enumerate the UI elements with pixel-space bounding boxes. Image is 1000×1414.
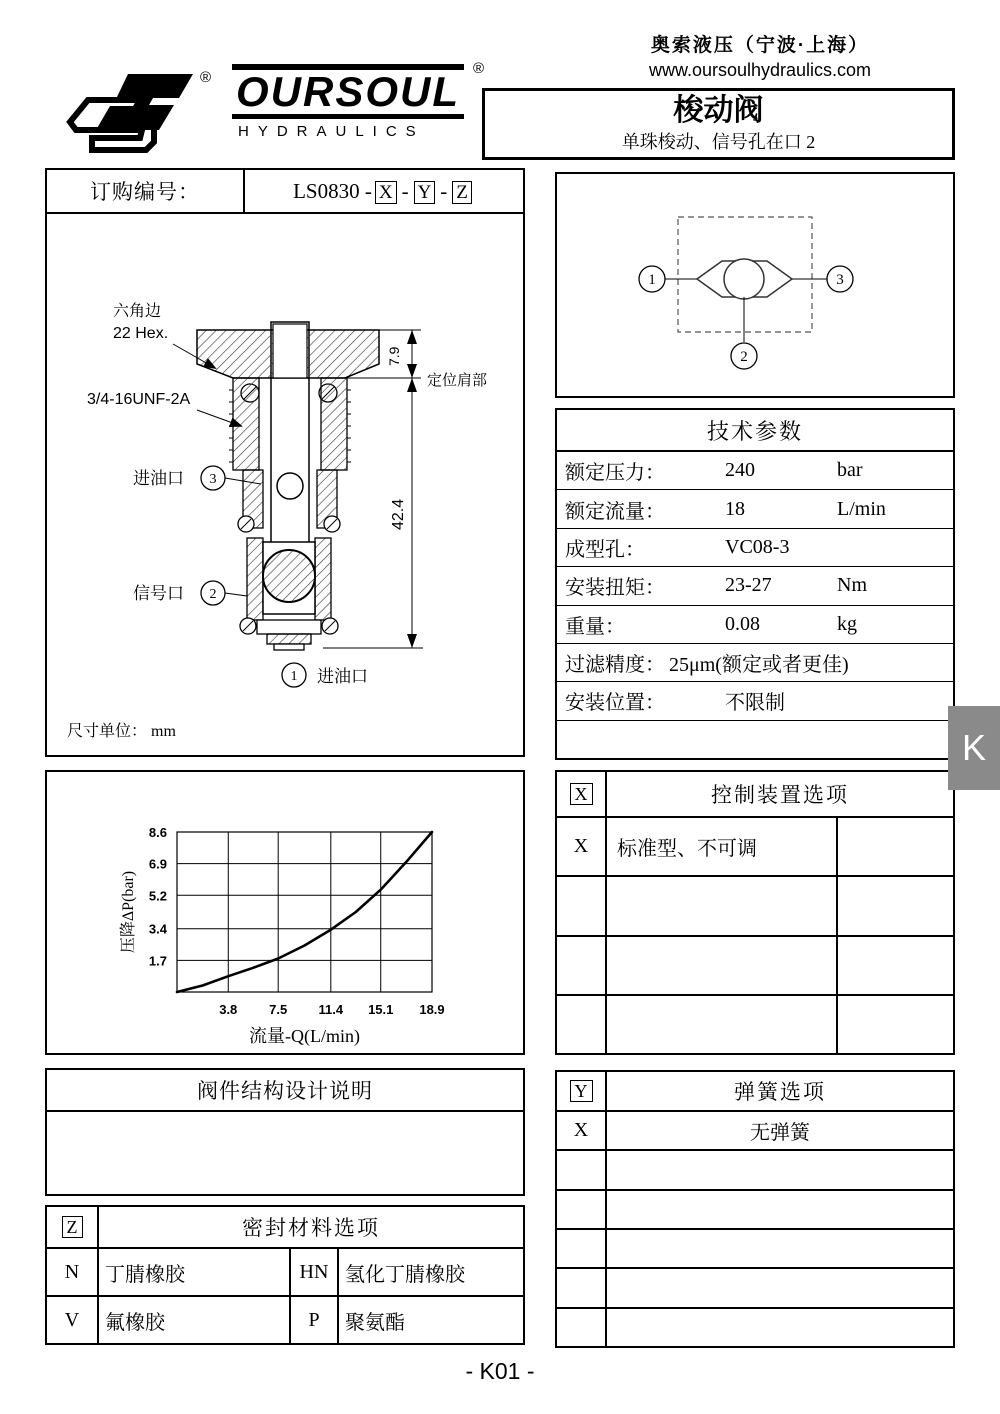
control-option-extra [836, 937, 953, 994]
tech-param-unit: bar [837, 459, 863, 482]
tech-params-rows [557, 452, 953, 758]
seal-option-code: V [47, 1297, 99, 1343]
control-option-code: X [557, 818, 607, 875]
tech-param-row [557, 529, 953, 567]
seal-option-code: P [289, 1297, 339, 1343]
tech-param-value: 0.08 [725, 612, 760, 635]
order-code-separator: - [401, 178, 409, 203]
brand-subtitle: HYDRAULICS [238, 123, 425, 140]
order-row [47, 170, 523, 214]
control-option-code [557, 937, 607, 994]
x-tick-label: 7.5 [269, 1002, 288, 1017]
tech-param-unit: Nm [837, 574, 867, 597]
pressure-drop-curve [177, 832, 432, 992]
seal-option-code: N [47, 1249, 99, 1295]
control-options-rows [557, 818, 953, 1053]
tech-param-value: VC08-3 [725, 535, 790, 558]
seal-option-desc: 氟橡胶 [105, 1311, 165, 1334]
port3-label: 进油口 [133, 469, 184, 488]
spring-options-code-cell [557, 1072, 607, 1110]
spring-option-code [557, 1191, 607, 1228]
port3-number: 3 [209, 472, 217, 487]
spring-option-code: X [557, 1112, 607, 1149]
logo-icon [58, 64, 218, 156]
logo-registered-mark: ® [200, 69, 212, 86]
tech-param-row [557, 452, 953, 490]
control-options-title: 控制装置选项 [711, 783, 849, 807]
control-option-row [557, 937, 953, 996]
spring-option-desc [607, 1309, 953, 1346]
order-code-part: X [375, 181, 397, 204]
seal-option-row [47, 1249, 523, 1297]
control-options-code-cell [557, 772, 607, 816]
order-code-prefix: LS0830 - [293, 178, 372, 203]
y-tick-label: 1.7 [148, 953, 167, 969]
tech-param-label: 额定压力： [565, 462, 665, 485]
seal-options-code: Z [62, 1216, 83, 1238]
x-axis-label: 流量-Q(L/min) [249, 1026, 360, 1046]
product-subtitle: 单珠梭动、信号孔在口 2 [621, 132, 816, 152]
tech-param-row [557, 721, 953, 758]
valve-section-drawing [47, 212, 523, 757]
spring-options-title: 弹簧选项 [734, 1080, 826, 1104]
spring-option-code [557, 1151, 607, 1188]
spring-option-code [557, 1309, 607, 1346]
tech-param-value: 240 [725, 459, 755, 482]
spring-option-row [557, 1151, 953, 1190]
y-axis-label: 压降ΔP(bar) [120, 870, 137, 954]
control-options-table [555, 770, 955, 1055]
y-tick-label: 3.4 [148, 921, 167, 937]
spring-option-row [557, 1112, 953, 1151]
seal-option-desc: 丁腈橡胶 [105, 1263, 185, 1286]
company-name: 奥索液压（宁波·上海） [650, 35, 870, 56]
spring-option-desc [607, 1191, 953, 1228]
y-tick-label: 5.2 [148, 888, 167, 904]
port1-number: 1 [290, 669, 298, 684]
spring-option-desc: 无弹簧 [750, 1122, 810, 1145]
control-option-row [557, 877, 953, 936]
spring-option-code [557, 1230, 607, 1267]
thread-label: 3/4-16UNF-2A [87, 391, 191, 408]
spring-options-rows [557, 1112, 953, 1346]
brand-name: OURSOUL [232, 64, 464, 119]
tech-param-label: 安装位置： [565, 692, 665, 715]
section-tab: K [948, 706, 1000, 790]
tech-params-table [555, 408, 955, 760]
spring-option-row [557, 1191, 953, 1230]
brand-logo [58, 60, 484, 156]
order-label: 订购编号： [47, 170, 245, 212]
pressure-drop-chart [47, 772, 523, 1053]
tech-param-value: 不限制 [725, 692, 785, 715]
order-code [245, 170, 523, 212]
product-title: 梭动阀 [673, 94, 764, 127]
tech-param-row [557, 567, 953, 605]
x-tick-label: 3.8 [219, 1002, 238, 1017]
order-and-drawing-box [45, 168, 525, 757]
tech-param-label: 安装扭矩： [565, 577, 665, 600]
spring-options-header [557, 1072, 953, 1112]
schematic-box [555, 172, 955, 398]
control-option-code [557, 996, 607, 1053]
spring-options-table [555, 1070, 955, 1348]
tech-param-unit: L/min [837, 497, 886, 520]
spring-option-row [557, 1230, 953, 1269]
seal-options-rows [47, 1249, 523, 1343]
spring-option-desc [607, 1230, 953, 1267]
control-options-header [557, 772, 953, 818]
tech-param-value: 18 [725, 497, 745, 520]
seal-option-desc: 氢化丁腈橡胶 [345, 1263, 465, 1286]
control-option-extra [836, 996, 953, 1053]
schematic-port3: 3 [836, 272, 844, 288]
port1-label: 进油口 [317, 667, 368, 686]
control-option-extra [836, 877, 953, 934]
x-tick-label: 11.4 [318, 1002, 344, 1017]
y-tick-label: 6.9 [148, 856, 167, 872]
tech-param-label: 成型孔： [565, 538, 645, 561]
chart-frame [177, 832, 432, 992]
order-code-separator: - [440, 178, 448, 203]
control-options-code: X [570, 783, 593, 805]
spring-option-row [557, 1269, 953, 1308]
seal-options-table [45, 1205, 525, 1345]
seal-option-code: HN [289, 1249, 339, 1295]
spring-option-desc [607, 1151, 953, 1188]
tech-param-row [557, 490, 953, 528]
tech-param-unit: kg [837, 612, 857, 635]
tech-param-value: 23-27 [725, 574, 772, 597]
control-option-desc: 标准型、不可调 [617, 838, 757, 861]
spring-option-desc [607, 1269, 953, 1306]
seal-options-title: 密封材料选项 [242, 1216, 380, 1240]
dimension-unit-note: 尺寸单位： mm [67, 723, 176, 740]
tech-param-label: 额定流量： [565, 500, 665, 523]
page-number: - K01 - [465, 1358, 535, 1384]
seal-option-desc: 聚氨酯 [345, 1311, 405, 1334]
hex-label-cn: 六角边 [113, 303, 162, 320]
schematic-symbol [557, 174, 953, 396]
x-tick-label: 18.9 [419, 1002, 445, 1017]
order-code-part: Z [452, 181, 472, 204]
company-block [600, 30, 920, 81]
seal-options-code-cell [47, 1207, 99, 1247]
brand-wordmark [232, 60, 484, 140]
dim-height-value: 42.4 [390, 498, 407, 530]
tech-params-title: 技术参数 [557, 410, 953, 452]
spring-option-row [557, 1309, 953, 1346]
control-option-desc [607, 937, 836, 994]
control-option-desc [607, 877, 836, 934]
order-code-parts [372, 179, 475, 204]
y-tick-label: 8.6 [148, 825, 167, 840]
control-option-desc [607, 996, 836, 1053]
control-option-code [557, 877, 607, 934]
control-option-row [557, 818, 953, 877]
design-note-title: 阀件结构设计说明 [47, 1070, 523, 1112]
order-code-part: Y [414, 181, 436, 204]
port2-number: 2 [209, 587, 217, 602]
control-option-row [557, 996, 953, 1053]
seal-option-row [47, 1297, 523, 1343]
shoulder-label: 定位肩部 [427, 373, 488, 389]
tech-param-value: 25μm(额定或者更佳) [669, 654, 849, 677]
hex-label-en: 22 Hex. [113, 325, 169, 342]
tech-param-row [557, 606, 953, 644]
tech-param-row [557, 682, 953, 720]
control-option-extra [836, 818, 953, 875]
spring-options-code: Y [570, 1080, 593, 1102]
dim-shoulder-value: 7.9 [386, 346, 402, 366]
company-website: www.oursoulhydraulics.com [648, 60, 872, 80]
schematic-port2: 2 [740, 349, 748, 365]
x-tick-label: 15.1 [368, 1002, 394, 1017]
tech-param-label: 重量： [565, 615, 625, 638]
tech-param-label: 过滤精度： [565, 654, 665, 677]
schematic-port1: 1 [648, 272, 656, 288]
spring-option-code [557, 1269, 607, 1306]
brand-registered-mark: ® [472, 60, 484, 77]
chart-box [45, 770, 525, 1055]
port2-label: 信号口 [133, 584, 184, 603]
tech-param-row [557, 644, 953, 682]
seal-options-header [47, 1207, 523, 1249]
product-title-box [482, 88, 955, 160]
design-note-box [45, 1068, 525, 1196]
